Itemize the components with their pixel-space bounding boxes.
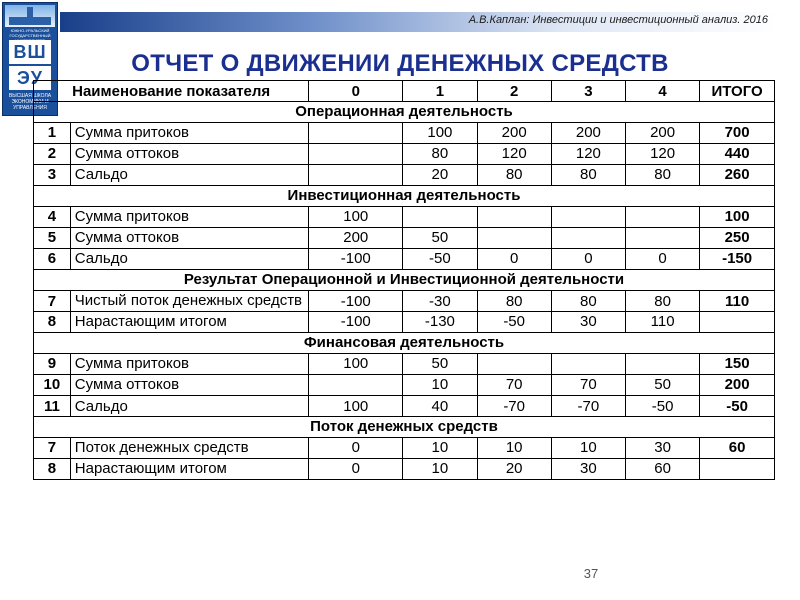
section-row <box>34 333 775 354</box>
cell-total: 440 <box>700 144 775 165</box>
cell-period-2: 120 <box>477 144 551 165</box>
cell-total: 60 <box>700 438 775 459</box>
header-caption: А.В.Каплан: Инвестиции и инвестиционный анализ. 2016 <box>468 14 768 26</box>
row-label: Сумма оттоков <box>70 375 309 396</box>
table-row <box>34 312 775 333</box>
row-number: 5 <box>34 228 71 249</box>
section-row <box>34 102 775 123</box>
cell-period-0: -100 <box>309 249 403 270</box>
table-row <box>34 354 775 375</box>
cell-period-2 <box>477 354 551 375</box>
cell-period-1: -30 <box>403 291 477 312</box>
cell-period-1: 100 <box>403 123 477 144</box>
column-header-period-0: 0 <box>309 81 403 102</box>
cell-period-3 <box>551 354 625 375</box>
cell-period-1: 50 <box>403 228 477 249</box>
column-header-period-2: 2 <box>477 81 551 102</box>
logo-university-name: ЮЖНО-УРАЛЬСКИЙ ГОСУДАРСТВЕННЫЙ <box>9 28 51 38</box>
cell-period-2 <box>477 207 551 228</box>
row-number: 9 <box>34 354 71 375</box>
logo-letters-top: ВШ <box>9 40 51 64</box>
cell-total: 260 <box>700 165 775 186</box>
cell-period-2: 80 <box>477 165 551 186</box>
cell-period-4: 0 <box>625 249 699 270</box>
row-label: Сумма притоков <box>70 207 309 228</box>
row-label: Сумма оттоков <box>70 144 309 165</box>
row-number: 11 <box>34 396 71 417</box>
table-row <box>34 207 775 228</box>
cell-period-1 <box>403 207 477 228</box>
page-title: ОТЧЕТ О ДВИЖЕНИИ ДЕНЕЖНЫХ СРЕДСТВ <box>131 50 669 77</box>
row-number: 10 <box>34 375 71 396</box>
table-row <box>34 228 775 249</box>
header-bar <box>60 12 778 32</box>
cell-period-4: 120 <box>625 144 699 165</box>
row-label: Поток денежных средств <box>70 438 309 459</box>
row-number: 1 <box>34 123 71 144</box>
row-label: Сумма притоков <box>70 123 309 144</box>
cell-period-0: 0 <box>309 438 403 459</box>
section-financing: Финансовая деятельность <box>34 333 775 354</box>
cell-period-4 <box>625 228 699 249</box>
row-number: 8 <box>34 312 71 333</box>
cell-period-3: 30 <box>551 459 625 480</box>
section-row <box>34 417 775 438</box>
cell-total: -150 <box>700 249 775 270</box>
cell-period-1: 40 <box>403 396 477 417</box>
cell-period-4: -50 <box>625 396 699 417</box>
column-header-period-3: 3 <box>551 81 625 102</box>
cell-period-2: -70 <box>477 396 551 417</box>
cell-period-0 <box>309 165 403 186</box>
row-label: Сальдо <box>70 165 309 186</box>
cell-period-0: 100 <box>309 396 403 417</box>
cell-total: 110 <box>700 291 775 312</box>
cell-period-4: 50 <box>625 375 699 396</box>
cell-period-4 <box>625 207 699 228</box>
cash-flow-table <box>33 80 775 480</box>
cell-total: -50 <box>700 396 775 417</box>
table-row <box>34 291 775 312</box>
cell-period-3: 200 <box>551 123 625 144</box>
cell-period-4: 80 <box>625 165 699 186</box>
cell-period-1: 20 <box>403 165 477 186</box>
cell-total: 150 <box>700 354 775 375</box>
cell-period-2: 10 <box>477 438 551 459</box>
table-header-row <box>34 81 775 102</box>
cell-period-1: -50 <box>403 249 477 270</box>
cell-period-0 <box>309 144 403 165</box>
cell-period-3: 30 <box>551 312 625 333</box>
cell-period-0: 200 <box>309 228 403 249</box>
cell-period-4: 110 <box>625 312 699 333</box>
table-row <box>34 165 775 186</box>
cell-total: 200 <box>700 375 775 396</box>
cell-period-1: 10 <box>403 459 477 480</box>
section-row <box>34 270 775 291</box>
cell-period-4: 60 <box>625 459 699 480</box>
row-number: 2 <box>34 144 71 165</box>
building-icon <box>5 5 55 27</box>
row-number: 3 <box>34 165 71 186</box>
cell-period-2: 20 <box>477 459 551 480</box>
cell-period-0 <box>309 123 403 144</box>
cell-period-3: 80 <box>551 165 625 186</box>
cell-period-1: 50 <box>403 354 477 375</box>
cell-period-3: 80 <box>551 291 625 312</box>
logo-letters-bottom: ЭУ <box>9 66 51 90</box>
column-header-period-4: 4 <box>625 81 699 102</box>
cell-total: 250 <box>700 228 775 249</box>
row-label: Сальдо <box>70 396 309 417</box>
cell-period-3: -70 <box>551 396 625 417</box>
section-operating: Операционная деятельность <box>34 102 775 123</box>
cell-period-0: -100 <box>309 291 403 312</box>
row-label: Сумма оттоков <box>70 228 309 249</box>
table-row <box>34 375 775 396</box>
column-header-period-1: 1 <box>403 81 477 102</box>
page-number: 37 <box>583 566 599 581</box>
cell-period-2: 80 <box>477 291 551 312</box>
cell-period-0: 100 <box>309 207 403 228</box>
table-row <box>34 438 775 459</box>
cell-period-1: 80 <box>403 144 477 165</box>
section-row <box>34 186 775 207</box>
table-row <box>34 144 775 165</box>
row-label: Сумма притоков <box>70 354 309 375</box>
cell-period-0: -100 <box>309 312 403 333</box>
row-number: 7 <box>34 291 71 312</box>
cell-period-2: 0 <box>477 249 551 270</box>
row-label: Нарастающим итогом <box>70 459 309 480</box>
cell-period-3: 120 <box>551 144 625 165</box>
cell-period-1: -130 <box>403 312 477 333</box>
cell-period-2: 200 <box>477 123 551 144</box>
cell-period-4 <box>625 354 699 375</box>
cell-period-4: 200 <box>625 123 699 144</box>
section-cash-flow: Поток денежных средств <box>34 417 775 438</box>
cell-period-2: 70 <box>477 375 551 396</box>
table-row <box>34 396 775 417</box>
cell-period-2: -50 <box>477 312 551 333</box>
cell-period-3: 70 <box>551 375 625 396</box>
cell-period-4: 80 <box>625 291 699 312</box>
cell-total <box>700 459 775 480</box>
row-label: Нарастающим итогом <box>70 312 309 333</box>
logo-school-name: ВЫСШАЯ ШКОЛА ЭКОНОМИКИ И УПРАВЛЕНИЯ <box>8 93 52 111</box>
section-combined-result: Результат Операционной и Инвестиционной деятельности <box>34 270 775 291</box>
cell-period-3: 0 <box>551 249 625 270</box>
row-label: Чистый поток денежных средств <box>70 291 309 312</box>
table-row <box>34 249 775 270</box>
row-number: 8 <box>34 459 71 480</box>
cell-period-3 <box>551 228 625 249</box>
column-header-name: Наименование показателя <box>34 81 309 102</box>
table-row <box>34 123 775 144</box>
column-header-total: ИТОГО <box>700 81 775 102</box>
cell-total: 700 <box>700 123 775 144</box>
cell-period-0: 100 <box>309 354 403 375</box>
cell-period-0 <box>309 375 403 396</box>
row-number: 7 <box>34 438 71 459</box>
row-number: 4 <box>34 207 71 228</box>
row-label: Сальдо <box>70 249 309 270</box>
cell-period-1: 10 <box>403 375 477 396</box>
cell-period-0: 0 <box>309 459 403 480</box>
cell-period-2 <box>477 228 551 249</box>
cell-total <box>700 312 775 333</box>
section-investing: Инвестиционная деятельность <box>34 186 775 207</box>
cell-total: 100 <box>700 207 775 228</box>
cell-period-1: 10 <box>403 438 477 459</box>
table-row <box>34 459 775 480</box>
cell-period-3 <box>551 207 625 228</box>
row-number: 6 <box>34 249 71 270</box>
cell-period-4: 30 <box>625 438 699 459</box>
cell-period-3: 10 <box>551 438 625 459</box>
